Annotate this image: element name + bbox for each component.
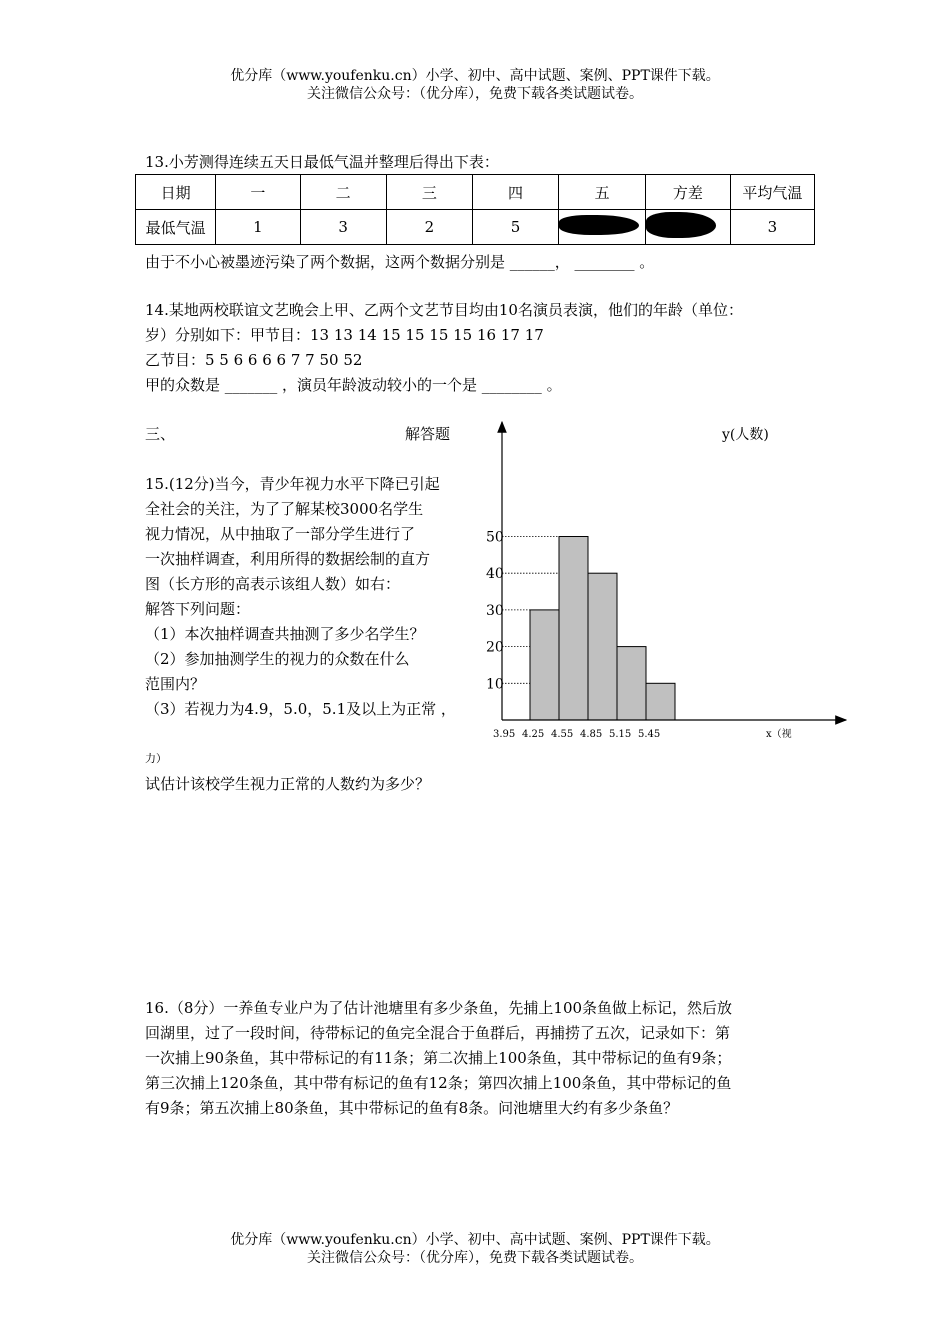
x-tick-label: 4.25	[522, 729, 545, 740]
histogram-bar	[559, 537, 588, 721]
x-tick-label: 4.85	[580, 729, 603, 740]
q15-line: 视力情况，从中抽取了一部分学生进行了	[145, 525, 416, 543]
q15-line: 图（长方形的高表示该组人数）如右：	[145, 575, 401, 593]
y-tick-label: 30	[486, 602, 504, 619]
q13-header-row	[136, 175, 815, 210]
histogram-bar	[588, 573, 617, 720]
q13-table	[135, 174, 815, 245]
q16-line: 有9条；第五次捕上80条鱼，其中带标记的鱼有8条。问池塘里大约有多少条鱼？	[145, 1099, 679, 1117]
y-tick-label: 50	[486, 529, 504, 546]
section-title: 解答题	[405, 425, 451, 443]
q16-line: 第三次捕上120条鱼，其中带有标记的鱼有12条；第四次捕上100条鱼，其中带标记的鱼	[145, 1074, 732, 1092]
q13-value-cell: 2	[386, 210, 472, 245]
q13-header-cell: 五	[559, 175, 646, 210]
q14-line-3: 乙节目：5 5 6 6 6 6 7 7 50 52	[145, 351, 363, 369]
q15-line: （1）本次抽样调查共抽测了多少名学生？	[145, 625, 425, 643]
q13-header-cell: 平均气温	[730, 175, 814, 210]
q13-header-cell: 一	[216, 175, 300, 210]
x-tick-label: 5.15	[609, 729, 632, 740]
q13-value-cell: 3	[730, 210, 814, 245]
header-line-1: 优分库（www.youfenku.cn）小学、初中、高中试题、案例、PPT课件下载。	[230, 68, 720, 84]
y-tick-label: 20	[486, 639, 504, 656]
q13-header-cell: 日期	[136, 175, 216, 210]
x-tick-label: 3.95	[493, 729, 516, 740]
q13-header-cell: 方差	[646, 175, 731, 210]
y-axis-label: y(人数)	[722, 427, 769, 443]
q13-header-cell: 三	[386, 175, 472, 210]
ink-blot	[646, 212, 716, 238]
q15-tail-1: 力）	[145, 752, 167, 765]
q16-line: 16.（8分）一养鱼专业户为了估计池塘里有多少条鱼，先捕上100条鱼做上标记，然后放	[145, 999, 733, 1017]
q15-line: 解答下列问题：	[145, 600, 251, 618]
q13-value-cell: 1	[216, 210, 300, 245]
histogram-bar	[617, 647, 646, 720]
y-tick-label: 40	[486, 566, 504, 583]
ink-blot-cell	[559, 210, 646, 245]
q13-data-row	[136, 210, 815, 245]
q13-header-cell: 四	[472, 175, 558, 210]
q13-answer-line: 由于不小心被墨迹污染了两个数据，这两个数据分别是 ______， ________ 。	[145, 253, 655, 271]
q15-line: （2）参加抽测学生的视力的众数在什么	[145, 650, 410, 668]
q15-line: （3）若视力为4.9，5.0，5.1及以上为正常 ，	[145, 700, 456, 718]
section-number: 三、	[145, 425, 176, 443]
footer-line-1: 优分库（www.youfenku.cn）小学、初中、高中试题、案例、PPT课件下载。	[230, 1232, 720, 1248]
q14-line-2: 岁）分别如下：甲节目：13 13 14 15 15 15 15 16 17 17	[145, 326, 544, 344]
q13-header-cell: 二	[300, 175, 386, 210]
x-axis-label: x（视	[766, 729, 792, 740]
header-line-2: 关注微信公众号：（优分库），免费下载各类试题试卷。	[307, 86, 643, 102]
vision-histogram	[470, 410, 870, 750]
q13-stem: 13.小芳测得连续五天日最低气温并整理后得出下表：	[145, 153, 499, 171]
q14-line-4: 甲的众数是 _______ ，演员年龄波动较小的一个是 ________ 。	[145, 376, 562, 394]
q16-line: 一次捕上90条鱼，其中带标记的有11条；第二次捕上100条鱼，其中带标记的鱼有9条；	[145, 1049, 732, 1067]
q14-line-1: 14.某地两校联谊文艺晚会上甲、乙两个文艺节目均由10名演员表演，他们的年龄（单位：	[145, 301, 743, 319]
q16-line: 回湖里，过了一段时间，待带标记的鱼完全混合于鱼群后，再捕捞了五次，记录如下：第	[145, 1024, 731, 1042]
q15-line: 全社会的关注，为了了解某校3000名学生	[145, 500, 424, 518]
footer-line-2: 关注微信公众号：（优分库），免费下载各类试题试卷。	[307, 1250, 643, 1266]
q15-tail-2: 试估计该校学生视力正常的人数约为多少？	[145, 775, 431, 793]
ink-blot-cell	[646, 210, 731, 245]
ink-blot	[559, 215, 639, 235]
q15-line: 一次抽样调查，利用所得的数据绘制的直方	[145, 550, 431, 568]
q13-value-cell: 3	[300, 210, 386, 245]
q13-row-label: 最低气温	[136, 210, 216, 245]
histogram-bar	[530, 610, 559, 720]
q13-value-cell: 5	[472, 210, 558, 245]
q15-line: 15.(12分)当今，青少年视力水平下降已引起	[145, 475, 440, 493]
histogram-bar	[646, 683, 675, 720]
q15-line: 范围内？	[145, 675, 206, 693]
x-tick-label: 4.55	[551, 729, 574, 740]
x-tick-label: 5.45	[638, 729, 661, 740]
y-tick-label: 10	[486, 676, 504, 693]
